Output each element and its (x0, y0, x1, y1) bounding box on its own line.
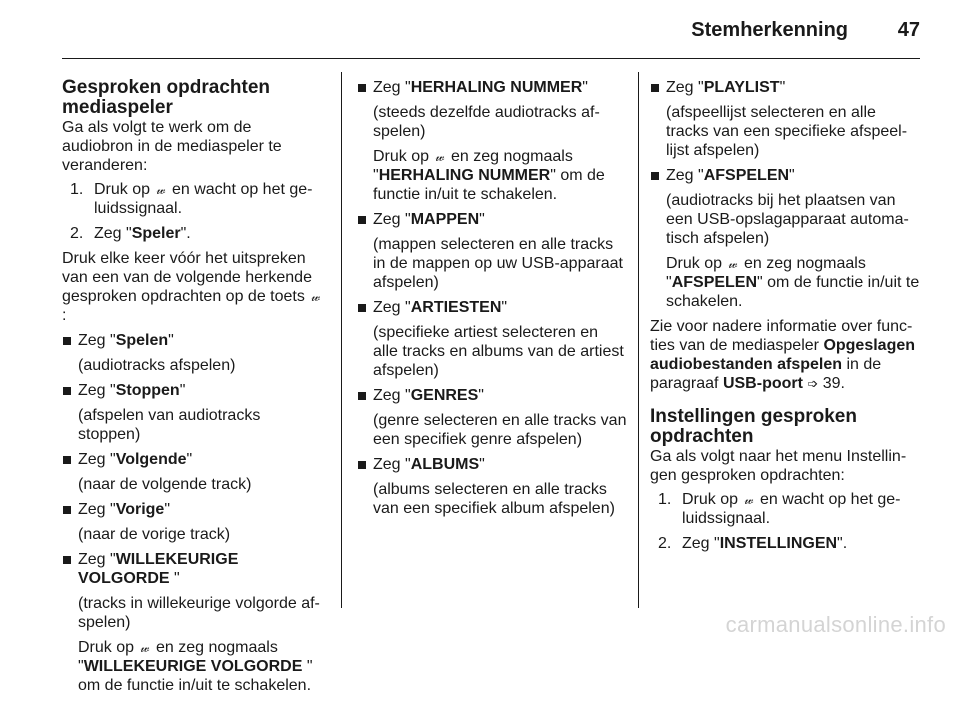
command-item: Zeg "ALBUMS" (357, 455, 627, 474)
toggle-instruction: Druk op 𝓌 en zeg nogmaals "WILLEKEURIGE VOLGORDE " om de functie in/uit te schakelen. (78, 639, 313, 694)
command-description: (tracks in willekeurige volgorde afspelen) (78, 595, 320, 631)
column-2 (357, 78, 627, 524)
voice-button-icon: 𝓌 (728, 256, 738, 271)
section-heading: Instellingen gesproken opdrachten (650, 406, 857, 447)
page-reference-icon: ➩ (807, 376, 819, 391)
command-description: (genre selecteren en alle tracks van een specifiek genre afspelen) (373, 412, 627, 448)
command-item: Zeg "MAPPEN" (357, 210, 627, 229)
voice-button-icon: 𝓌 (435, 149, 445, 164)
reference-text: Zie voor nadere informatie over functies van de mediaspeler Opgeslagen audiobestanden afspelen in de paragraaf USB-poort ➩ 39. (650, 318, 916, 392)
watermark: carmanualsonline.info (725, 612, 946, 637)
numbered-step: 1. Druk op 𝓌 en wacht op het geluidssignaal. (658, 491, 901, 527)
numbered-step: 2. Zeg "Speler". (70, 225, 191, 242)
column-3 (650, 78, 922, 559)
instruction-text: Druk elke keer vóór het uitspreken van een van de volgende herkende gesproken opdrachten op de toets 𝓌: (62, 250, 321, 324)
command-description: (audiotracks bij het plaatsen van een USB-opslagapparaat automatisch afspelen) (666, 192, 909, 247)
column-1 (62, 78, 324, 701)
column-divider (341, 72, 342, 608)
column-divider (638, 72, 639, 608)
toggle-instruction: Druk op 𝓌 en zeg nogmaals "HERHALING NUMMER" om de functie in/uit te schakelen. (373, 148, 605, 203)
command-item: Zeg "Spelen" (62, 331, 324, 350)
command-item: Zeg "PLAYLIST" (650, 78, 922, 97)
numbered-step: 2. Zeg "INSTELLINGEN". (658, 535, 848, 552)
page-header (62, 0, 920, 59)
command-description: (naar de vorige track) (78, 526, 231, 543)
reference-section: USB-poort (722, 375, 803, 392)
numbered-step: 1. Druk op 𝓌 en wacht op het geluidssignaal. (70, 181, 313, 217)
command-item: Zeg "GENRES" (357, 386, 627, 405)
toggle-instruction: Druk op 𝓌 en zeg nogmaals "AFSPELEN" om de functie in/uit te schakelen. (666, 255, 920, 310)
command-item: Zeg "Vorige" (62, 500, 324, 519)
command-description: (afspeellijst selecteren en alle tracks van een specifieke afspeellijst afspelen) (666, 104, 908, 159)
page-number: 47 (897, 19, 920, 41)
running-title: Stemherkenning (691, 19, 848, 41)
voice-button-icon: 𝓌 (140, 640, 150, 655)
command-description: (audiotracks afspelen) (78, 357, 236, 374)
command-description: (mappen selecteren en alle tracks in de mappen op uw USB-apparaat afspelen) (373, 236, 623, 291)
command-description: (steeds dezelfde audiotracks afspelen) (373, 104, 600, 140)
command-item: Zeg "Volgende" (62, 450, 324, 469)
command-item: Zeg "WILLEKEURIGE VOLGORDE " (62, 550, 324, 588)
voice-button-icon: 𝓌 (311, 289, 321, 304)
section-heading: Gesproken opdrachten mediaspeler (62, 77, 270, 118)
command-description: (specifieke artiest selecteren en alle tracks en albums van de artiest afspelen) (373, 324, 624, 379)
command-item: Zeg "HERHALING NUMMER" (357, 78, 627, 97)
command-description: (naar de volgende track) (78, 476, 252, 493)
command-item: Zeg "ARTIESTEN" (357, 298, 627, 317)
intro-text: Ga als volgt naar het menu Instellingen gesproken opdrachten: (650, 448, 907, 484)
reference-section: Opgeslagen audiobestanden afspelen (650, 337, 916, 373)
voice-button-icon: 𝓌 (744, 492, 754, 507)
command-description: (albums selecteren en alle tracks van een specifiek album afspelen) (373, 481, 615, 517)
command-item: Zeg "Stoppen" (62, 381, 324, 400)
voice-button-icon: 𝓌 (156, 182, 166, 197)
command-item: Zeg "AFSPELEN" (650, 166, 922, 185)
command-description: (afspelen van audiotracks stoppen) (78, 407, 261, 443)
intro-text: Ga als volgt te werk om de audiobron in de mediaspeler te veranderen: (62, 119, 282, 174)
